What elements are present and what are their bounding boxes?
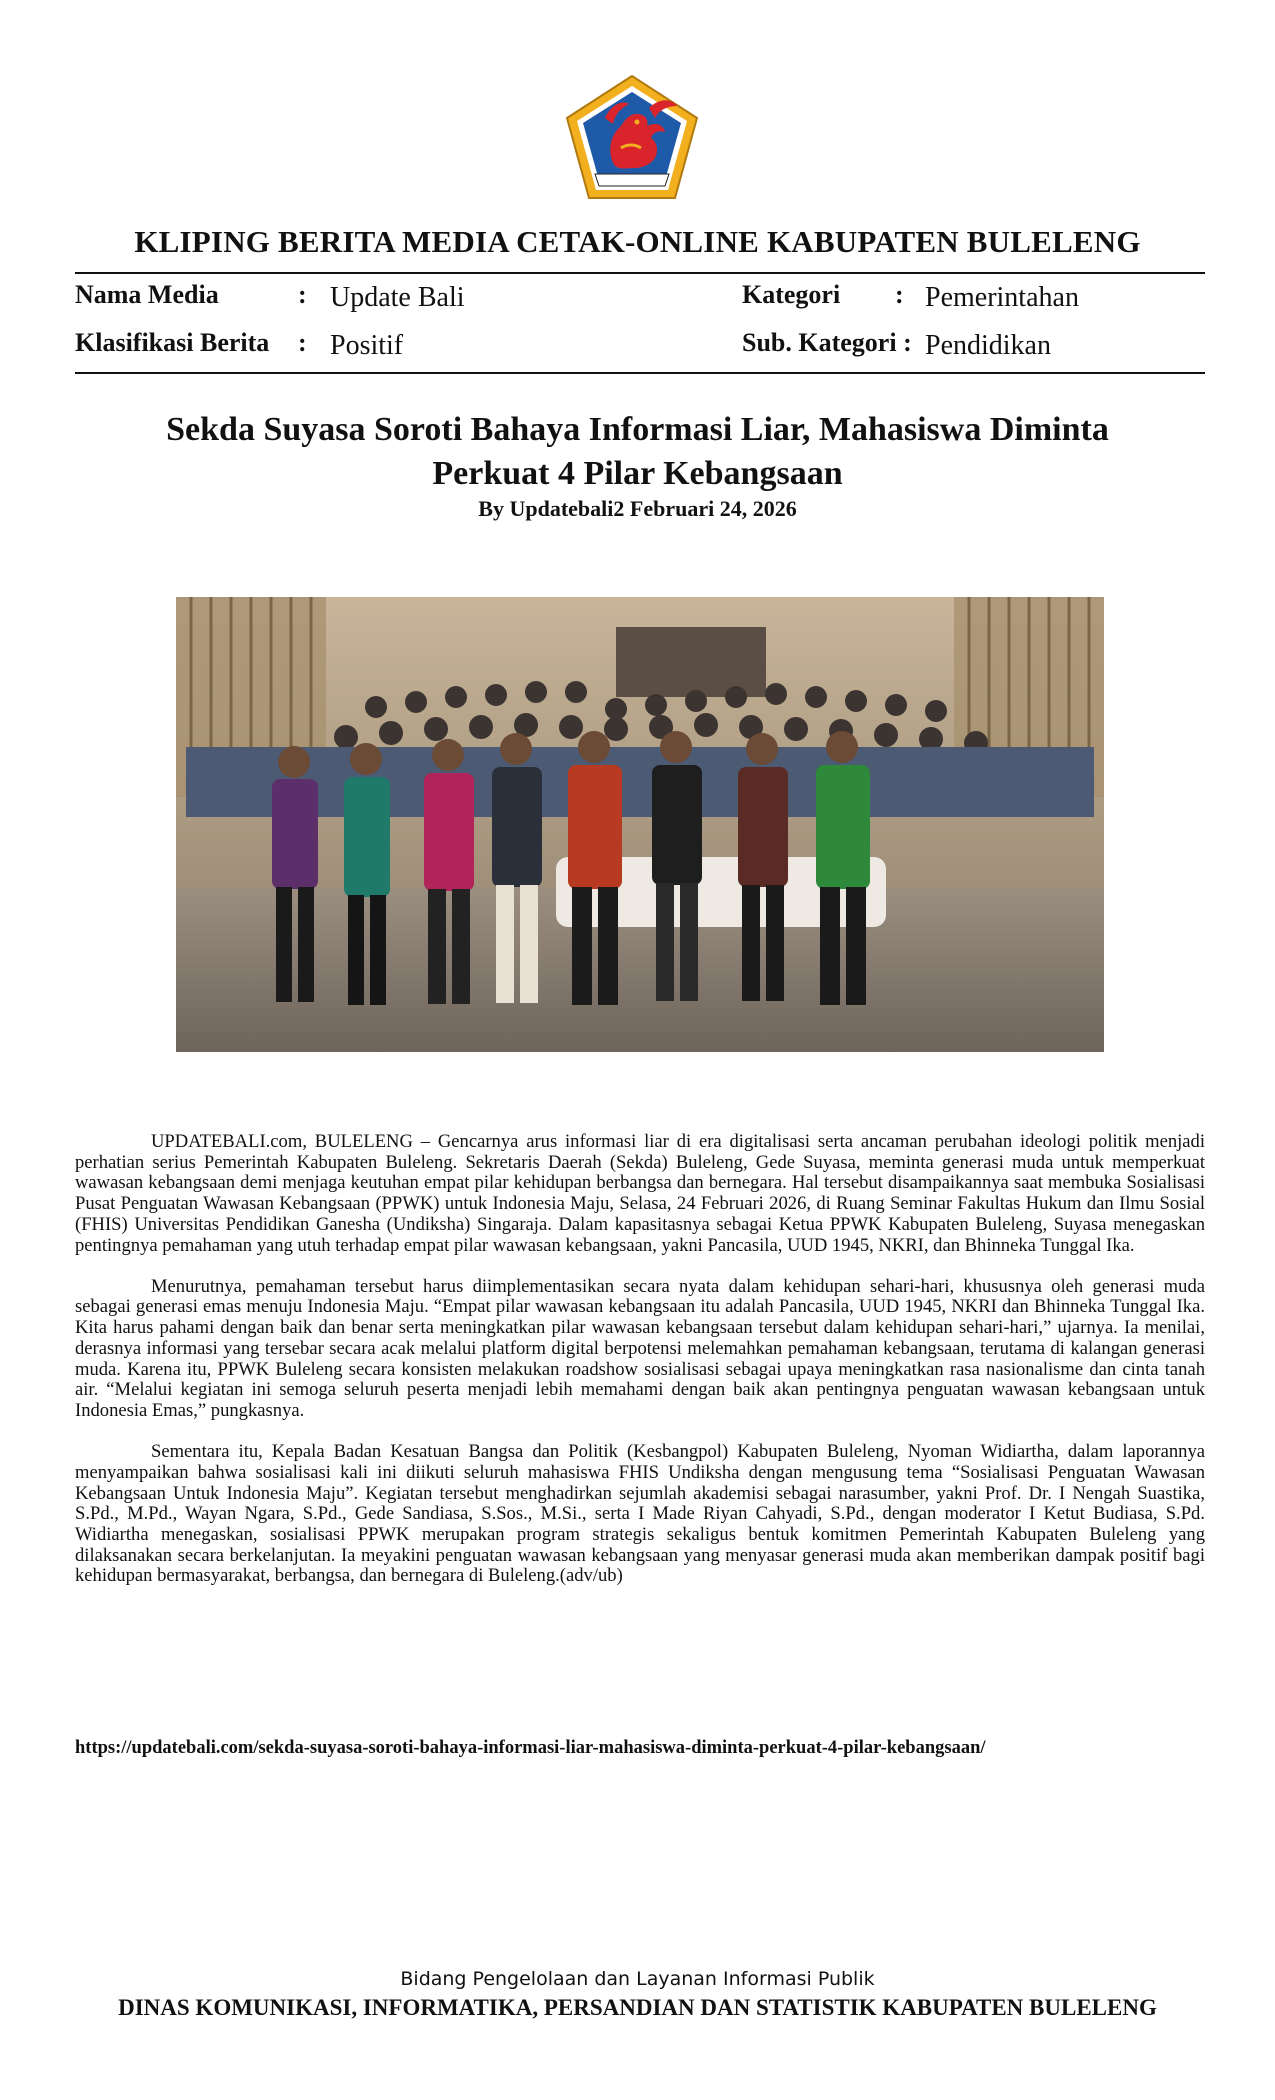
kategori-colon: :: [895, 280, 904, 309]
group-photo-image: [176, 597, 1104, 1052]
singa-ambara-raja-emblem-icon: [565, 74, 699, 202]
klasifikasi-berita-label: Klasifikasi Berita: [75, 328, 270, 357]
nama-media-value: Update Bali: [330, 282, 465, 313]
article-paragraph-1: UPDATEBALI.com, BULELENG – Gencarnya arus informasi liar di era digitalisasi serta ancaman perubahan ideologi politik menjadi perhatian serius Pemerintah Kabupaten Buleleng. Sekretaris Daerah (Sekda) Buleleng, Gede Suyasa, meminta generasi muda untuk memperkuat wawasan kebangsaan demi menjaga keutuhan empat pilar kehidupan berbangsa dan bernegara. Hal tersebut disampaikannya saat membuka Sosialisasi Pusat Penguatan Wawasan Kebangsaan (PPWK) untuk Indonesia Maju, Selasa, 24 Februari 2026, di Ruang Seminar Fakultas Hukum dan Ilmu Sosial (FHIS) Universitas Pendidikan Ganesha (Undiksha) Singaraja. Dalam kapasitasnya sebagai Ketua PPWK Kabupaten Buleleng, Suyasa menegaskan pentingnya pemahaman yang utuh terhadap empat pilar wawasan kebangsaan, yakni Pancasila, UUD 1945, NKRI, dan Bhinneka Tunggal Ika.: [75, 1131, 1205, 1256]
article-source-link[interactable]: https://updatebali.com/sekda-suyasa-soroti-bahaya-informasi-liar-mahasiswa-diminta-perkuat-4-pilar-kebangsaan/: [75, 1738, 986, 1758]
article-paragraph-2: Menurutnya, pemahaman tersebut harus diimplementasikan secara nyata dalam kehidupan sehari-hari, khususnya oleh generasi muda sebagai generasi emas menuju Indonesia Maju. “Empat pilar wawasan kebangsaan itu adalah Pancasila, UUD 1945, NKRI dan Bhinneka Tunggal Ika. Kita harus pahami dengan baik dan benar serta meningkatkan pilar wawasan kebangsaan tersebut dalam kehidupan sehari-hari,” ujarnya. Ia menilai, derasnya informasi yang tersebar secara acak melalui platform digital berpotensi melemahkan pemahaman kebangsaan, terutama di kalangan generasi muda. Karena itu, PPWK Buleleng secara konsisten melakukan roadshow sosialisasi sebagai upaya meningkatkan rasa nasionalisme dan cinta tanah air. “Melalui kegiatan ini semoga seluruh peserta menjadi lebih memahami dengan baik akan pentingnya penguatan wawasan kebangsaan untuk Indonesia Emas,” pungkasnya.: [75, 1275, 1205, 1421]
sub-kategori-value: Pendidikan: [925, 330, 1051, 361]
article-byline: By Updatebali2 Februari 24, 2026: [478, 496, 797, 521]
article-paragraph-3: Sementara itu, Kepala Badan Kesatuan Bangsa dan Politik (Kesbangpol) Kabupaten Buleleng, Nyoman Widiartha, dalam laporannya menyampaikan bahwa sosialisasi kali ini diikuti seluruh mahasiswa FHIS Undiksha dengan mengusung tema “Sosialisasi Penguatan Wawasan Kebangsaan Untuk Indonesia Maju”. Kegiatan tersebut menghadirkan sejumlah akademisi sebagai narasumber, yakni Prof. Dr. I Nengah Suastika, S.Pd., M.Pd., Wayan Ngara, S.Pd., Gede Sandiasa, S.Sos., M.Si., serta I Made Riyan Cahyadi, S.Pd., dengan moderator I Ketut Budiasa, S.Pd. Widiartha menegaskan, sosialisasi PPWK merupakan program strategis sekaligus bentuk komitmen Pemerintah Kabupaten Buleleng yang dilaksanakan secara berkelanjutan. Ia meyakini penguatan wawasan kebangsaan yang menyasar generasi muda akan memberikan dampak positif bagi kehidupan bermasyarakat, berbangsa, dan bernegara di Buleleng.(adv/ub): [75, 1441, 1205, 1587]
nama-media-label: Nama Media: [75, 280, 219, 309]
article-photo: [176, 597, 1104, 1052]
article-title: Sekda Suyasa Soroti Bahaya Informasi Liar, Mahasiswa Diminta Perkuat 4 Pilar Kebangsaan: [166, 411, 1109, 492]
kategori-label: Kategori: [742, 280, 841, 309]
nama-media-colon: :: [298, 280, 307, 309]
header-top-divider: [75, 272, 1205, 274]
klasifikasi-berita-colon: :: [298, 328, 307, 357]
klasifikasi-berita-value: Positif: [330, 330, 404, 361]
kategori-value: Pemerintahan: [925, 282, 1079, 313]
sub-kategori-label: Sub. Kategori :: [742, 328, 912, 357]
clipping-header-title: KLIPING BERITA MEDIA CETAK-ONLINE KABUPATEN BULELENG: [134, 224, 1141, 259]
footer-agency-name: DINAS KOMUNIKASI, INFORMATIKA, PERSANDIAN DAN STATISTIK KABUPATEN BULELENG: [118, 1995, 1157, 2020]
regency-emblem: [565, 74, 699, 202]
footer-division-name: Bidang Pengelolaan dan Layanan Informasi Publik: [400, 1968, 875, 1990]
article-body: [75, 1132, 1205, 1608]
metadata-bottom-divider: [75, 372, 1205, 374]
